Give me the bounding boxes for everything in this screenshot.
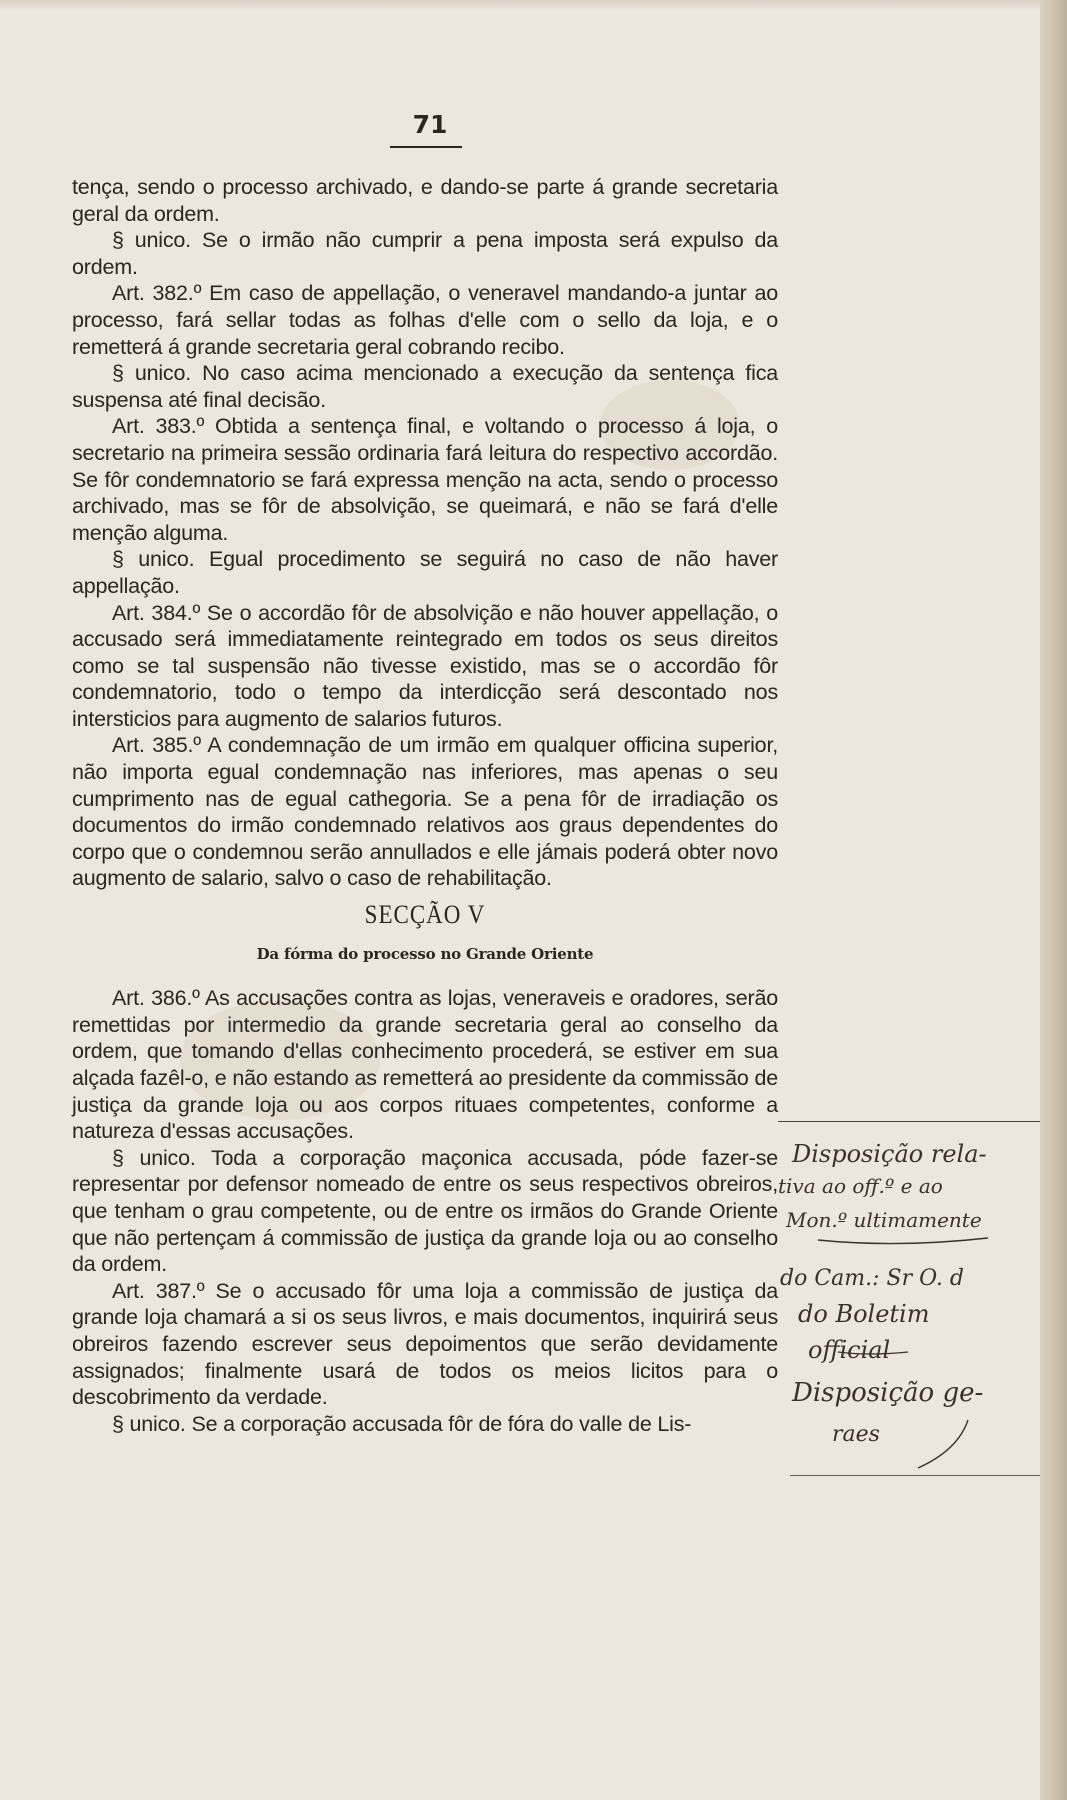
page-number: 71 — [412, 110, 448, 139]
handwritten-line: Disposição rela- — [792, 1140, 987, 1168]
paragraph: § unico. Se a corporação accusada fôr de fóra do valle de Lis- — [112, 1411, 692, 1436]
paragraph: § unico. Egual procedimento se seguirá no caso de não haver appellação. — [72, 547, 778, 598]
handwritten-line: Disposição ge- — [792, 1378, 984, 1408]
handwritten-line: tiva ao off.º e ao — [778, 1174, 943, 1198]
handwritten-line: Mon.º ultimamente — [786, 1208, 982, 1232]
section-heading: SECÇÃO V — [364, 900, 486, 929]
paragraph: tença, sendo o processo archivado, e dando-se parte á grande secretaria geral da ordem. — [72, 175, 778, 226]
paragraph: § unico. Se o irmão não cumprir a pena imposta será expulso da ordem. — [72, 228, 778, 279]
page-fold-shadow — [0, 0, 1052, 10]
page-number-rule — [390, 146, 462, 148]
paragraph: Art. 383.º Obtida a sentença final, e voltando o processo á loja, o secretario na primeira sessão ordinaria fará leitura do respectivo accordão. Se fôr condemnatorio se fará expressa menção na acta, sendo o processo archivado, mas se fôr de absolvição, se queimará, e não se fará d'elle menção alguma. — [72, 414, 778, 545]
margin-rule-bottom — [790, 1475, 1040, 1476]
paragraph: Art. 386.º As accusações contra as lojas, veneraveis e oradores, serão remettidas por intermedio da grande secretaria geral ao conselho da ordem, que tomando d'ellas conhecimento procederá, se estiver em sua alçada fazêl-o, e não estando as remetterá ao presidente da commissão de justiça da grande loja ou aos corpos rituaes competentes, conforme a natureza d'essas accusações. — [72, 986, 778, 1144]
paragraph: Art. 382.º Em caso de appellação, o veneravel mandando-a juntar ao processo, fará sellar todas as folhas d'elle com o sello da loja, e o remetterá á grande secretaria geral cobrando recibo. — [72, 281, 778, 359]
section-subheading: Da fórma do processo no Grande Oriente — [256, 944, 594, 963]
handwritten-line: official — [808, 1336, 891, 1364]
handwritten-line: do Cam.: Sr O. d — [780, 1266, 964, 1291]
paragraph: Art. 385.º A condemnação de um irmão em qualquer officina superior, não importa egual condemnação nas inferiores, mas apenas o seu cumprimento nas de egual cathegoria. Se a pena fôr de irradiação os documentos do irmão condemnado relativos aos graus dependentes do corpo que o condemnou serão annullados e elle jámais poderá obter novo augmento de salario, salvo o caso de rehabilitação. — [72, 733, 778, 891]
handwritten-line: do Boletim — [798, 1300, 930, 1328]
paragraph: Art. 387.º Se o accusado fôr uma loja a commissão de justiça da grande loja chamará a si os seus livros, e mais documentos, inquirirá seus obreiros fazendo escrever seus depoimentos que serão devidamente assignados; finalmente usará de todos os meios licitos para o descobrimento da verdade. — [72, 1278, 778, 1410]
paragraph: Art. 384.º Se o accordão fôr de absolvição e não houver appellação, o accusado será immediatamente reintegrado em todos os seus direitos como se tal suspensão não tivesse existido, mas se o accordão fôr condemnatorio, todo o tempo da interdicção será descontado nos intersticios para augmento de salarios futuros. — [72, 600, 778, 731]
handwriting-strokes — [778, 1120, 1040, 1490]
paragraph: § unico. Toda a corporação maçonica accusada, póde fazer-se representar por defensor nomeado de entre os seus respectivos obreiros, que tenham o grau competente, ou de entre os irmãos do Grande Oriente que não pertençam á commissão de justiça da grande loja ou ao conselho da ordem. — [72, 1145, 778, 1277]
handwritten-margin-note — [778, 1120, 1040, 1490]
body-text — [72, 174, 778, 1437]
handwritten-line: raes — [832, 1422, 880, 1447]
paragraph: § unico. No caso acima mencionado a execução da sentença fica suspensa até final decisão. — [72, 361, 778, 412]
page-edge-shadow — [1040, 0, 1067, 1800]
